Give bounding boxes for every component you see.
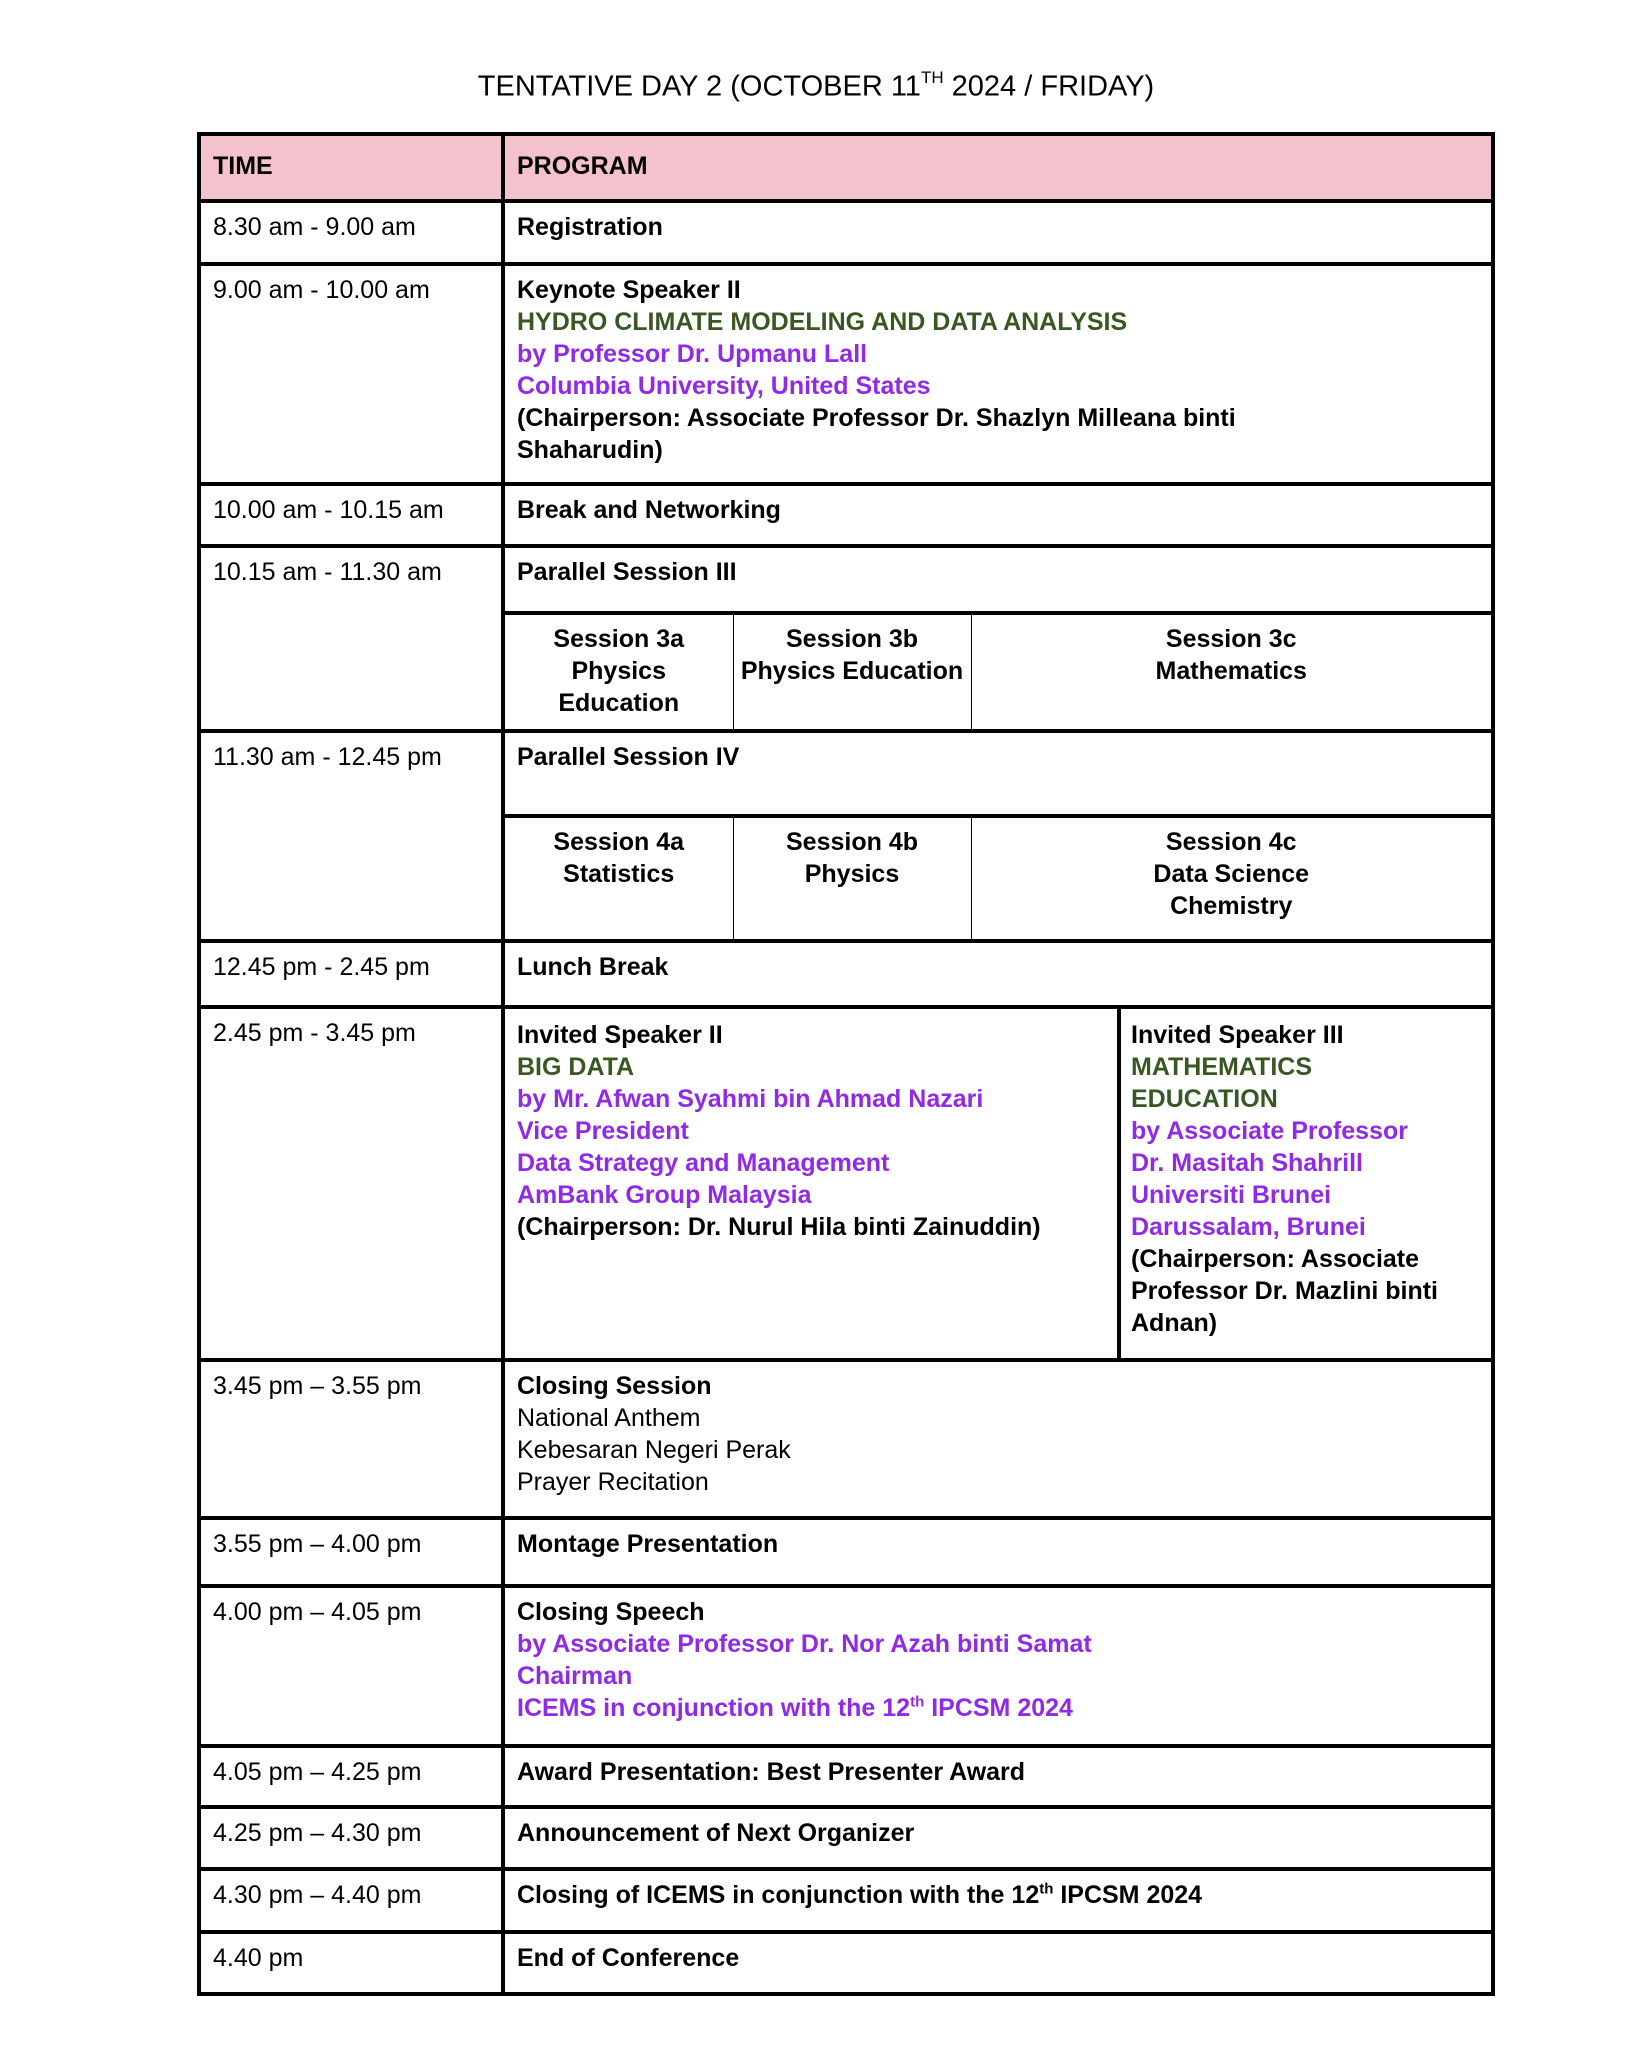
invited-chair: (Chairperson: Associate — [1131, 1245, 1420, 1273]
invited-speaker: by Associate Professor — [1131, 1117, 1408, 1145]
invited-topic: BIG DATA — [517, 1053, 635, 1081]
session-cell — [733, 818, 971, 939]
keynote-speaker: by Professor Dr. Upmanu Lall — [517, 340, 868, 368]
invited-speaker-org: AmBank Group Malaysia — [517, 1181, 812, 1209]
page-title — [0, 70, 1632, 104]
time-cell: 2.45 pm - 3.45 pm — [199, 1007, 503, 1360]
program-cell — [503, 1360, 1493, 1518]
table-row — [199, 264, 1493, 484]
closing-item: National Anthem — [517, 1404, 701, 1432]
time-cell: 4.30 pm – 4.40 pm — [199, 1869, 503, 1932]
program-cell — [503, 731, 1493, 941]
invited-speaker-left — [505, 1009, 1119, 1358]
closing-item: Prayer Recitation — [517, 1468, 709, 1496]
keynote-affiliation: Columbia University, United States — [517, 372, 931, 400]
time-cell: 9.00 am - 10.00 am — [199, 264, 503, 484]
invited-chair-cont: Professor Dr. Mazlini binti — [1131, 1277, 1438, 1305]
org-text-suffix: IPCSM 2024 — [924, 1694, 1073, 1722]
closing-icems-sup: th — [1039, 1880, 1054, 1898]
closing-speech-speaker: by Associate Professor Dr. Nor Azah binti Samat — [517, 1630, 1092, 1658]
program-cell — [503, 546, 1493, 731]
time-cell: 10.15 am - 11.30 am — [199, 546, 503, 731]
time-cell: 12.45 pm - 2.45 pm — [199, 941, 503, 1007]
invited-speaker-dept: Data Strategy and Management — [517, 1149, 890, 1177]
table-row — [199, 941, 1493, 1007]
session-topic: Mathematics — [1155, 657, 1307, 685]
invited-chair: (Chairperson: Dr. Nurul Hila binti Zainuddin) — [517, 1213, 1041, 1241]
keynote-chair: (Chairperson: Associate Professor Dr. Shazlyn Milleana binti — [517, 404, 1236, 432]
invited-topic: MATHEMATICS — [1131, 1053, 1312, 1081]
session-name: Session 3b — [786, 625, 918, 653]
header-time: TIME — [199, 134, 503, 201]
time-cell: 3.55 pm – 4.00 pm — [199, 1518, 503, 1586]
parallel-session-title: Parallel Session IV — [505, 733, 1491, 818]
session-topic: Physics — [804, 860, 900, 888]
session-cell — [971, 615, 1491, 729]
time-cell: 3.45 pm – 3.55 pm — [199, 1360, 503, 1518]
session-cell — [971, 818, 1491, 939]
time-cell: 4.40 pm — [199, 1932, 503, 1994]
table-row — [199, 201, 1493, 264]
table-row — [199, 484, 1493, 546]
invited-speaker-cont: Dr. Masitah Shahrill — [1131, 1149, 1364, 1177]
invited-speaker-right — [1119, 1009, 1491, 1358]
time-cell: 4.05 pm – 4.25 pm — [199, 1746, 503, 1807]
closing-speech-label: Closing Speech — [517, 1598, 705, 1626]
table-row — [199, 1869, 1493, 1932]
session-name: Session 3a — [553, 625, 685, 653]
time-cell: 4.00 pm – 4.05 pm — [199, 1586, 503, 1746]
keynote-topic: HYDRO CLIMATE MODELING AND DATA ANALYSIS — [517, 308, 1128, 336]
session-cell — [505, 818, 733, 939]
closing-speech-org — [517, 1692, 1479, 1724]
invited-speaker-title: Vice President — [517, 1117, 689, 1145]
session-cell — [733, 615, 971, 729]
session-name: Session 4b — [786, 828, 918, 856]
session-topic: Data Science — [1153, 860, 1310, 888]
keynote-chair-cont: Shaharudin) — [517, 436, 663, 464]
table-row — [199, 1932, 1493, 1994]
program-cell: Registration — [503, 201, 1493, 264]
time-cell: 11.30 am - 12.45 pm — [199, 731, 503, 941]
invited-speaker-org: Universiti Brunei — [1131, 1181, 1332, 1209]
invited-label: Invited Speaker III — [1131, 1021, 1344, 1049]
session-name: Session 3c — [1165, 625, 1297, 653]
closing-item: Kebesaran Negeri Perak — [517, 1436, 791, 1464]
time-cell: 8.30 am - 9.00 am — [199, 201, 503, 264]
program-cell — [503, 1869, 1493, 1932]
session-topic: Physics Education — [740, 657, 964, 685]
time-cell: 4.25 pm – 4.30 pm — [199, 1807, 503, 1869]
program-cell: End of Conference — [503, 1932, 1493, 1994]
table-row — [199, 1746, 1493, 1807]
table-row — [199, 731, 1493, 941]
table-row — [199, 546, 1493, 731]
invited-speaker: by Mr. Afwan Syahmi bin Ahmad Nazari — [517, 1085, 984, 1113]
table-row — [199, 1007, 1493, 1360]
session-name: Session 4a — [553, 828, 685, 856]
program-cell — [503, 1007, 1493, 1360]
parallel-session-title: Parallel Session III — [505, 548, 1491, 615]
closing-speech-role: Chairman — [517, 1662, 633, 1690]
title-superscript: TH — [920, 68, 944, 87]
table-row — [199, 1807, 1493, 1869]
table-header-row — [199, 134, 1493, 201]
session-topic: Statistics — [563, 860, 675, 888]
closing-icems-text: Closing of ICEMS in conjunction with the 12 — [517, 1881, 1040, 1909]
session-cell — [505, 615, 733, 729]
invited-speaker-org-cont: Darussalam, Brunei — [1131, 1213, 1366, 1241]
table-row — [199, 1518, 1493, 1586]
program-cell: Lunch Break — [503, 941, 1493, 1007]
program-cell: Announcement of Next Organizer — [503, 1807, 1493, 1869]
invited-label: Invited Speaker II — [517, 1021, 723, 1049]
session-name: Session 4c — [1165, 828, 1297, 856]
title-text-suffix: 2024 / FRIDAY) — [943, 70, 1155, 103]
program-cell: Montage Presentation — [503, 1518, 1493, 1586]
org-sup: th — [910, 1693, 925, 1711]
keynote-label: Keynote Speaker II — [517, 276, 741, 304]
program-cell — [503, 264, 1493, 484]
header-program: PROGRAM — [503, 134, 1493, 201]
invited-grid — [505, 1009, 1491, 1358]
session-topic: Chemistry — [1170, 892, 1293, 920]
program-cell: Award Presentation: Best Presenter Award — [503, 1746, 1493, 1807]
time-cell: 10.00 am - 10.15 am — [199, 484, 503, 546]
title-text: TENTATIVE DAY 2 (OCTOBER 11 — [477, 70, 921, 103]
table-row — [199, 1586, 1493, 1746]
session-topic: Physics Education — [558, 657, 680, 717]
program-cell: Break and Networking — [503, 484, 1493, 546]
session-grid — [505, 615, 1491, 729]
invited-topic-cont: EDUCATION — [1131, 1085, 1278, 1113]
schedule-table — [197, 132, 1495, 1996]
org-text: ICEMS in conjunction with the 12 — [517, 1694, 911, 1722]
program-cell — [503, 1586, 1493, 1746]
closing-session-label: Closing Session — [517, 1372, 712, 1400]
invited-chair-end: Adnan) — [1131, 1309, 1218, 1337]
session-grid — [505, 818, 1491, 939]
table-row — [199, 1360, 1493, 1518]
closing-icems-suffix: IPCSM 2024 — [1053, 1881, 1203, 1909]
